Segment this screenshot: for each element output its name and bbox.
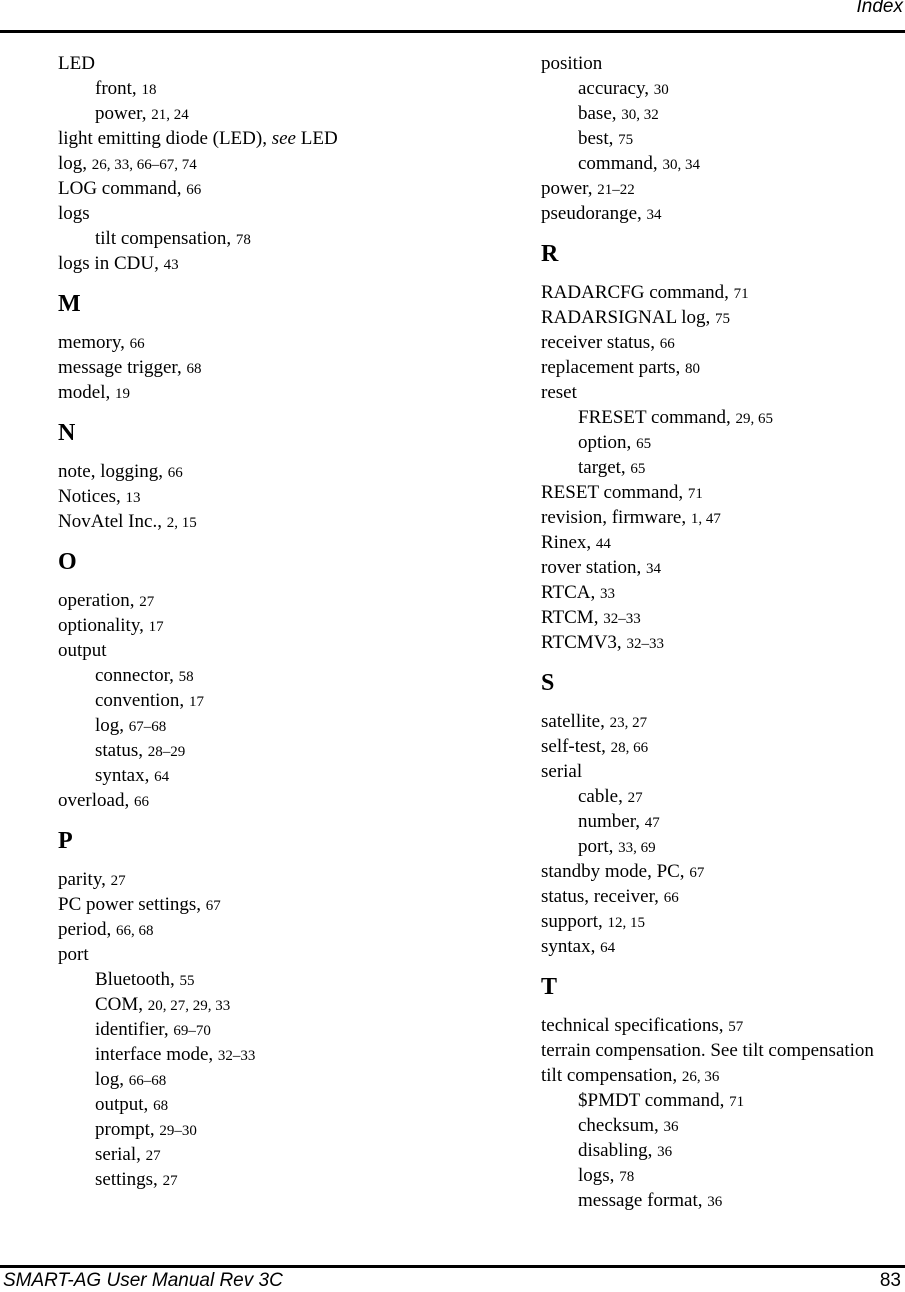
index-subentry xyxy=(58,663,498,688)
index-entry xyxy=(541,280,905,305)
index-entry xyxy=(541,505,905,530)
index-subentry xyxy=(541,455,905,480)
entry-term: receiver status, xyxy=(541,332,660,353)
entry-term: syntax, xyxy=(541,936,601,957)
entry-term: overload, xyxy=(58,790,134,811)
index-entry xyxy=(541,1013,905,1038)
section-letter: N xyxy=(58,420,76,446)
page-references: 21–22 xyxy=(597,182,635,198)
index-subentry xyxy=(541,809,905,834)
page-references: 36 xyxy=(707,1194,723,1210)
entry-term: RADARSIGNAL log, xyxy=(541,307,715,328)
footer-manual-title: SMART-AG User Manual Rev 3C xyxy=(3,1270,283,1291)
page-references: 78 xyxy=(619,1169,635,1185)
entry-term: message format, xyxy=(578,1190,708,1211)
page-references: 66 xyxy=(663,890,679,906)
index-entry xyxy=(58,613,498,638)
entry-term: optionality, xyxy=(58,615,149,636)
index-entry xyxy=(541,580,905,605)
page-references: 19 xyxy=(115,386,130,402)
index-subentry xyxy=(58,1167,498,1192)
page-references: 21, 24 xyxy=(151,107,189,123)
index-entry xyxy=(58,942,498,967)
page-references: 30, 34 xyxy=(662,157,700,173)
page-references: 80 xyxy=(685,361,701,377)
entry-term: $PMDT command, xyxy=(578,1090,730,1111)
entry-term: RADARCFG command, xyxy=(541,282,734,303)
page-references: 27 xyxy=(110,873,126,889)
index-entry xyxy=(58,330,498,355)
index-entry xyxy=(541,1063,905,1088)
entry-term: disabling, xyxy=(578,1140,658,1161)
entry-term: log, xyxy=(95,1069,129,1090)
page-references: 75 xyxy=(618,132,634,148)
index-subentry xyxy=(58,738,498,763)
page-references: 27 xyxy=(162,1173,178,1189)
index-entry xyxy=(58,638,498,663)
header-rule xyxy=(0,30,905,33)
index-entry xyxy=(58,176,498,201)
index-subentry xyxy=(541,101,905,126)
index-subentry xyxy=(541,1088,905,1113)
page-references: 67 xyxy=(689,865,705,881)
index-entry xyxy=(58,892,498,917)
page-references: 27 xyxy=(145,1148,161,1164)
entry-term: port xyxy=(58,944,89,965)
index-entry xyxy=(541,530,905,555)
page-references: 26, 33, 66–67, 74 xyxy=(91,157,197,173)
entry-term: operation, xyxy=(58,590,140,611)
entry-term: prompt, xyxy=(95,1119,160,1140)
page-references: 68 xyxy=(153,1098,169,1114)
index-subentry xyxy=(58,1067,498,1092)
page-references: 32–33 xyxy=(603,611,641,627)
index-subentry xyxy=(541,1138,905,1163)
entry-term: log, xyxy=(95,715,129,736)
entry-term: base, xyxy=(578,103,622,124)
page-references: 47 xyxy=(644,815,660,831)
index-entry xyxy=(541,201,905,226)
page-references: 66 xyxy=(659,336,675,352)
index-subentry xyxy=(58,713,498,738)
index-subentry xyxy=(58,1142,498,1167)
entry-term: position xyxy=(541,53,603,74)
index-subentry xyxy=(58,1092,498,1117)
page-references: 36 xyxy=(657,1144,673,1160)
section-letter: O xyxy=(58,549,77,575)
page-references: 58 xyxy=(178,669,194,685)
entry-term: status, xyxy=(95,740,148,761)
entry-term: convention, xyxy=(95,690,189,711)
index-entry xyxy=(541,630,905,655)
index-entry xyxy=(58,917,498,942)
entry-term: reset xyxy=(541,382,577,403)
index-subentry xyxy=(541,1188,905,1213)
index-subentry xyxy=(58,226,498,251)
index-entry xyxy=(541,355,905,380)
page-references: 66, 68 xyxy=(116,923,154,939)
index-entry xyxy=(541,555,905,580)
footer-rule xyxy=(0,1265,905,1268)
entry-term: PC power settings, xyxy=(58,894,206,915)
entry-term: number, xyxy=(578,811,645,832)
index-entry xyxy=(541,909,905,934)
page-references: 33 xyxy=(600,586,616,602)
see-reference: see xyxy=(271,128,296,149)
section-letter: S xyxy=(541,670,555,696)
index-entry xyxy=(541,884,905,909)
index-column-left xyxy=(58,51,498,1192)
entry-term: replacement parts, xyxy=(541,357,686,378)
page-references: 71 xyxy=(729,1094,745,1110)
page-references: 32–33 xyxy=(626,636,664,652)
index-entry xyxy=(58,588,498,613)
index-entry xyxy=(541,480,905,505)
section-letter: T xyxy=(541,974,558,1000)
page-references: 65 xyxy=(636,436,652,452)
page-references: 17 xyxy=(148,619,164,635)
page-references: 36 xyxy=(663,1119,679,1135)
entry-term: logs in CDU, xyxy=(58,253,164,274)
page-references: 2, 15 xyxy=(166,515,197,531)
entry-term: power, xyxy=(541,178,598,199)
entry-term: NovAtel Inc., xyxy=(58,511,167,532)
entry-term: command, xyxy=(578,153,663,174)
entry-term: option, xyxy=(578,432,637,453)
index-entry xyxy=(541,759,905,784)
entry-term: revision, firmware, xyxy=(541,507,691,528)
index-entry xyxy=(541,1038,905,1063)
index-subentry xyxy=(58,1117,498,1142)
page-references: 29–30 xyxy=(159,1123,197,1139)
entry-term: cable, xyxy=(578,786,628,807)
entry-term: serial xyxy=(541,761,583,782)
page-references: 12, 15 xyxy=(607,915,645,931)
page-references: 20, 27, 29, 33 xyxy=(147,998,231,1014)
index-entry xyxy=(58,788,498,813)
page-references: 27 xyxy=(139,594,155,610)
index-subentry xyxy=(541,1163,905,1188)
page-references: 18 xyxy=(141,82,157,98)
section-letter: R xyxy=(541,241,559,267)
entry-term: model, xyxy=(58,382,115,403)
entry-term: note, logging, xyxy=(58,461,168,482)
entry-term: output, xyxy=(95,1094,154,1115)
page-references: 34 xyxy=(646,561,662,577)
page-references: 34 xyxy=(646,207,662,223)
page-references: 57 xyxy=(728,1019,744,1035)
index-entry xyxy=(541,176,905,201)
index-subentry xyxy=(541,834,905,859)
entry-term: satellite, xyxy=(541,711,610,732)
entry-term: COM, xyxy=(95,994,148,1015)
page-references: 67–68 xyxy=(128,719,167,735)
index-entry xyxy=(58,380,498,405)
page-number: 83 xyxy=(879,1270,901,1291)
index-entry xyxy=(541,305,905,330)
entry-term: identifier, xyxy=(95,1019,174,1040)
section-letter: M xyxy=(58,291,81,317)
page-references: 33, 69 xyxy=(618,840,656,856)
page-references: 26, 36 xyxy=(681,1069,720,1085)
entry-term: message trigger, xyxy=(58,357,187,378)
index-subentry xyxy=(58,763,498,788)
index-entry xyxy=(58,509,498,534)
index-subentry xyxy=(541,405,905,430)
entry-term: light emitting diode (LED), xyxy=(58,128,272,149)
section-letter: P xyxy=(58,828,73,854)
page-references: 17 xyxy=(188,694,204,710)
entry-term: checksum, xyxy=(578,1115,664,1136)
entry-term: syntax, xyxy=(95,765,155,786)
index-entry xyxy=(58,484,498,509)
index-subentry xyxy=(58,967,498,992)
index-entry xyxy=(58,51,498,76)
page-references: 66 xyxy=(129,336,145,352)
page-references: 43 xyxy=(163,257,179,273)
index-subentry xyxy=(541,1113,905,1138)
page-references: 66–68 xyxy=(128,1073,167,1089)
page-references: 68 xyxy=(186,361,202,377)
entry-term: FRESET command, xyxy=(578,407,736,428)
page-references: 69–70 xyxy=(173,1023,211,1039)
entry-term: front, xyxy=(95,78,142,99)
entry-term: port, xyxy=(578,836,619,857)
index-entry xyxy=(541,605,905,630)
page-references: 71 xyxy=(687,486,703,502)
page-references: 64 xyxy=(154,769,170,785)
entry-term: rover station, xyxy=(541,557,647,578)
entry-term: parity, xyxy=(58,869,111,890)
index-entry xyxy=(541,734,905,759)
entry-term: period, xyxy=(58,919,117,940)
entry-term: memory, xyxy=(58,332,130,353)
index-subentry xyxy=(58,76,498,101)
index-entry xyxy=(58,251,498,276)
index-entry xyxy=(541,934,905,959)
page-references: 32–33 xyxy=(217,1048,256,1064)
page-references: 64 xyxy=(600,940,616,956)
entry-term: terrain compensation. See tilt compensation xyxy=(541,1040,874,1061)
page-references: 67 xyxy=(205,898,221,914)
page-references: 30, 32 xyxy=(621,107,659,123)
entry-term: output xyxy=(58,640,107,661)
see-target: LED xyxy=(295,128,338,149)
index-subentry xyxy=(541,784,905,809)
page-references: 44 xyxy=(595,536,611,552)
index-entry xyxy=(541,51,905,76)
page-references: 78 xyxy=(235,232,251,248)
index-entry xyxy=(541,380,905,405)
entry-term: Bluetooth, xyxy=(95,969,180,990)
entry-term: Notices, xyxy=(58,486,126,507)
entry-term: power, xyxy=(95,103,152,124)
index-entry xyxy=(541,330,905,355)
entry-term: interface mode, xyxy=(95,1044,218,1065)
index-subentry xyxy=(58,688,498,713)
page-references: 66 xyxy=(133,794,149,810)
entry-term: best, xyxy=(578,128,619,149)
entry-term: logs, xyxy=(578,1165,620,1186)
index-entry xyxy=(58,459,498,484)
page-references: 71 xyxy=(733,286,749,302)
index-subentry xyxy=(541,430,905,455)
page-references: 13 xyxy=(125,490,141,506)
entry-term: target, xyxy=(578,457,631,478)
index-entry xyxy=(541,859,905,884)
entry-term: logs xyxy=(58,203,90,224)
index-entry xyxy=(541,709,905,734)
entry-term: settings, xyxy=(95,1169,163,1190)
entry-term: tilt compensation, xyxy=(95,228,236,249)
page-references: 23, 27 xyxy=(609,715,648,731)
index-subentry xyxy=(541,126,905,151)
page-references: 65 xyxy=(630,461,646,477)
index-entry xyxy=(58,867,498,892)
page-references: 27 xyxy=(627,790,643,806)
entry-term: RTCM, xyxy=(541,607,604,628)
entry-term: serial, xyxy=(95,1144,146,1165)
entry-term: self-test, xyxy=(541,736,611,757)
index-subentry xyxy=(58,1042,498,1067)
index-subentry xyxy=(58,101,498,126)
entry-term: LOG command, xyxy=(58,178,187,199)
page-references: 55 xyxy=(179,973,195,989)
index-entry xyxy=(58,355,498,380)
entry-term: RESET command, xyxy=(541,482,688,503)
index-subentry xyxy=(58,1017,498,1042)
page-references: 75 xyxy=(715,311,730,327)
entry-term: RTCA, xyxy=(541,582,601,603)
index-entry xyxy=(58,126,498,151)
page-references: 66 xyxy=(167,465,183,481)
entry-term: accuracy, xyxy=(578,78,654,99)
index-entry xyxy=(58,201,498,226)
entry-term: status, receiver, xyxy=(541,886,664,907)
entry-term: technical specifications, xyxy=(541,1015,729,1036)
entry-term: standby mode, PC, xyxy=(541,861,690,882)
index-subentry xyxy=(541,76,905,101)
index-entry xyxy=(58,151,498,176)
page-references: 28–29 xyxy=(147,744,186,760)
entry-term: Rinex, xyxy=(541,532,596,553)
entry-term: connector, xyxy=(95,665,179,686)
index-column-right xyxy=(541,51,905,1213)
entry-term: support, xyxy=(541,911,608,932)
entry-term: tilt compensation, xyxy=(541,1065,682,1086)
page-references: 30 xyxy=(653,82,669,98)
header-title: Index xyxy=(856,0,903,17)
entry-term: pseudorange, xyxy=(541,203,647,224)
page-references: 29, 65 xyxy=(735,411,773,427)
page-references: 66 xyxy=(186,182,202,198)
entry-term: RTCMV3, xyxy=(541,632,627,653)
entry-term: LED xyxy=(58,53,95,74)
page-references: 28, 66 xyxy=(610,740,649,756)
page-references: 1, 47 xyxy=(690,511,721,527)
index-subentry xyxy=(541,151,905,176)
index-subentry xyxy=(58,992,498,1017)
entry-term: log, xyxy=(58,153,92,174)
